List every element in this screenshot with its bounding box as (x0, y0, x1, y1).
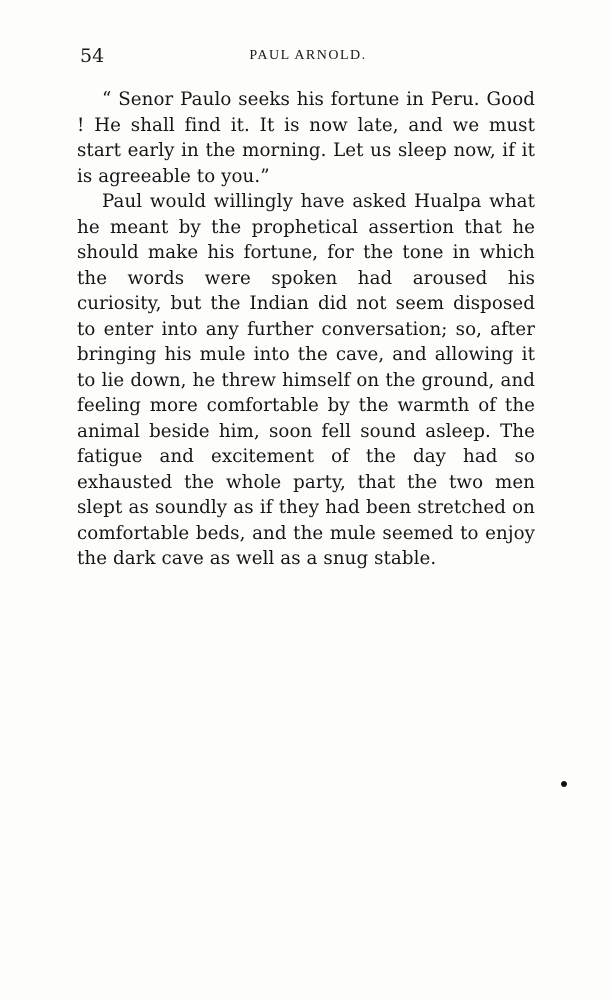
paragraph: Paul would willingly have asked Hualpa what he meant by the prophetical assertion that he should make his fortune, for the tone in which the words were spoken had aroused his curiosity, but the Indian did not seem disposed to enter into any further conversation; so, after bringing his mule into the cave, and allowing it to lie down, he threw himself on the ground, and feeling more comfortable by the warmth of the animal beside him, soon fell sound asleep. The fatigue and excitement of the day had so exhausted the whole party, that the two men slept as soundly as if they had been stretched on comfortable beds, and the mule seemed to enjoy the dark cave as well as a snug stable. (77, 191, 535, 569)
page-number: 54 (80, 45, 105, 67)
body-text (77, 87, 535, 572)
paragraph: “ Senor Paulo seeks his fortune in Peru. Good ! He shall find it. It is now late, and we must start early in the morning. Let us sleep now, if it is agreeable to you.” (77, 89, 535, 187)
ink-speck (561, 781, 567, 787)
running-title: PAUL ARNOLD. (249, 48, 367, 63)
page-header (78, 45, 538, 75)
